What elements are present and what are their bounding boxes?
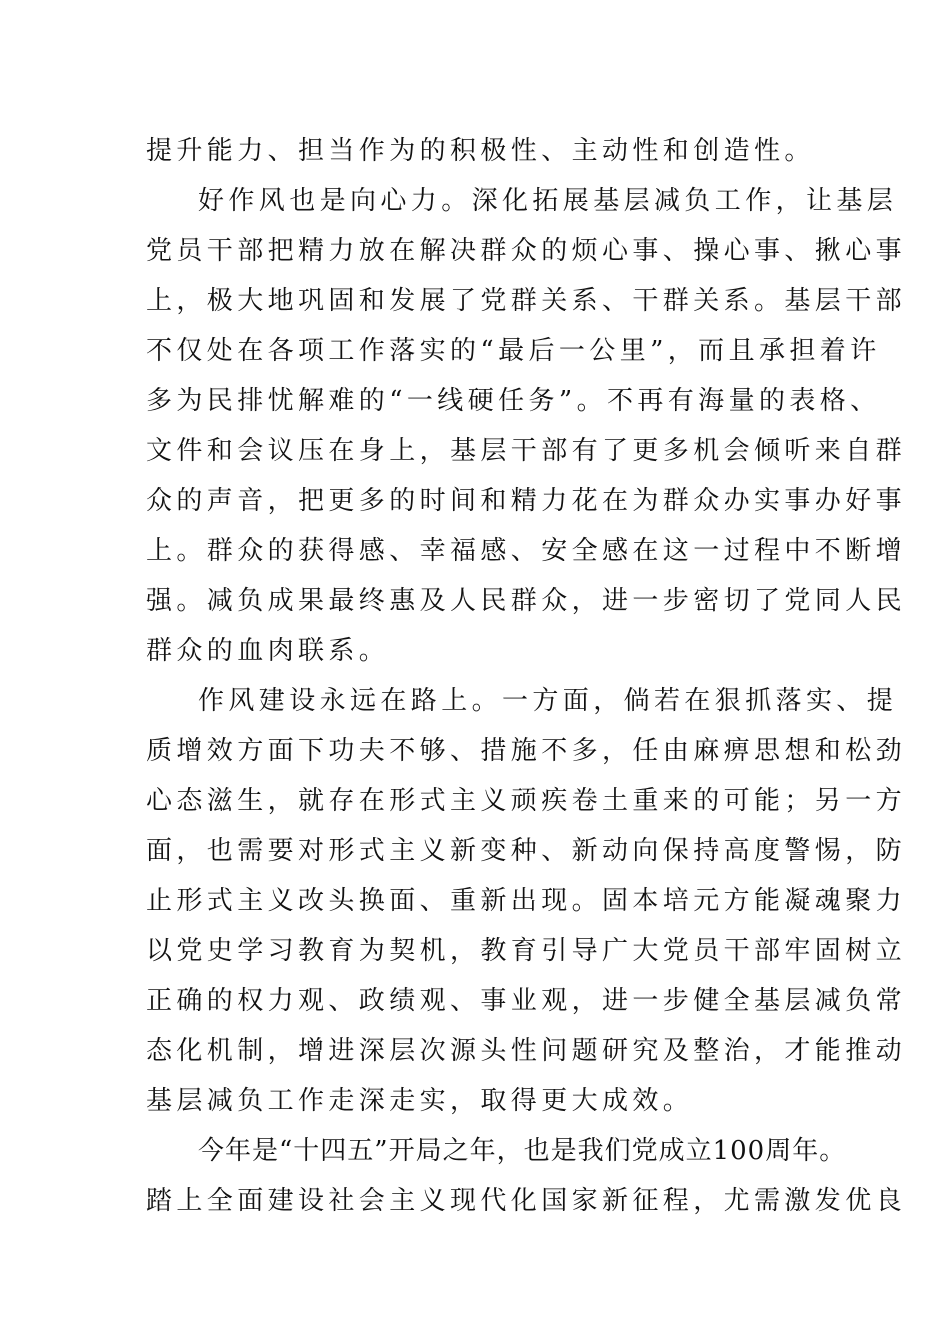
text-line-4: 上，极大地巩固和发展了党群关系、干群关系。基层干部 <box>146 286 907 316</box>
text-line-20: 基层减负工作走深走实，取得更大成效。 <box>146 1086 694 1116</box>
text-line-11: 群众的血肉联系。 <box>146 636 390 666</box>
text-line-17: 以党史学习教育为契机，教育引导广大党员干部牢固树立 <box>146 936 907 966</box>
text-line-13: 质增效方面下功夫不够、措施不多，任由麻痹思想和松劲 <box>146 736 907 766</box>
text-line-7: 文件和会议压在身上，基层干部有了更多机会倾听来自群 <box>146 436 907 466</box>
text-line-14: 心态滋生，就存在形式主义顽疾卷土重来的可能；另一方 <box>146 786 907 816</box>
text-line-8: 众的声音，把更多的时间和精力花在为群众办实事办好事 <box>146 486 907 516</box>
text-line-21: 今年是“十四五”开局之年，也是我们党成立100周年。 <box>198 1136 847 1166</box>
text-line-1: 提升能力、担当作为的积极性、主动性和创造性。 <box>146 136 815 166</box>
text-line-18: 正确的权力观、政绩观、事业观，进一步健全基层减负常 <box>146 986 907 1016</box>
text-line-2: 好作风也是向心力。深化拓展基层减负工作，让基层 <box>198 186 898 216</box>
text-line-19: 态化机制，增进深层次源头性问题研究及整治，才能推动 <box>146 1036 907 1066</box>
text-line-6: 多为民排忧解难的“一线硬任务”。不再有海量的表格、 <box>146 386 881 416</box>
text-line-5: 不仅处在各项工作落实的“最后一公里”，而且承担着许 <box>146 336 881 366</box>
text-line-9: 上。群众的获得感、幸福感、安全感在这一过程中不断增 <box>146 536 907 566</box>
text-line-16: 止形式主义改头换面、重新出现。固本培元方能凝魂聚力 <box>146 886 907 916</box>
text-line-12: 作风建设永远在路上。一方面，倘若在狠抓落实、提 <box>198 686 898 716</box>
text-line-3: 党员干部把精力放在解决群众的烦心事、操心事、揪心事 <box>146 236 907 266</box>
text-line-10: 强。减负成果最终惠及人民群众，进一步密切了党同人民 <box>146 586 907 616</box>
text-line-22: 踏上全面建设社会主义现代化国家新征程，尤需激发优良 <box>146 1186 907 1216</box>
text-line-15: 面，也需要对形式主义新变种、新动向保持高度警惕，防 <box>146 836 907 866</box>
